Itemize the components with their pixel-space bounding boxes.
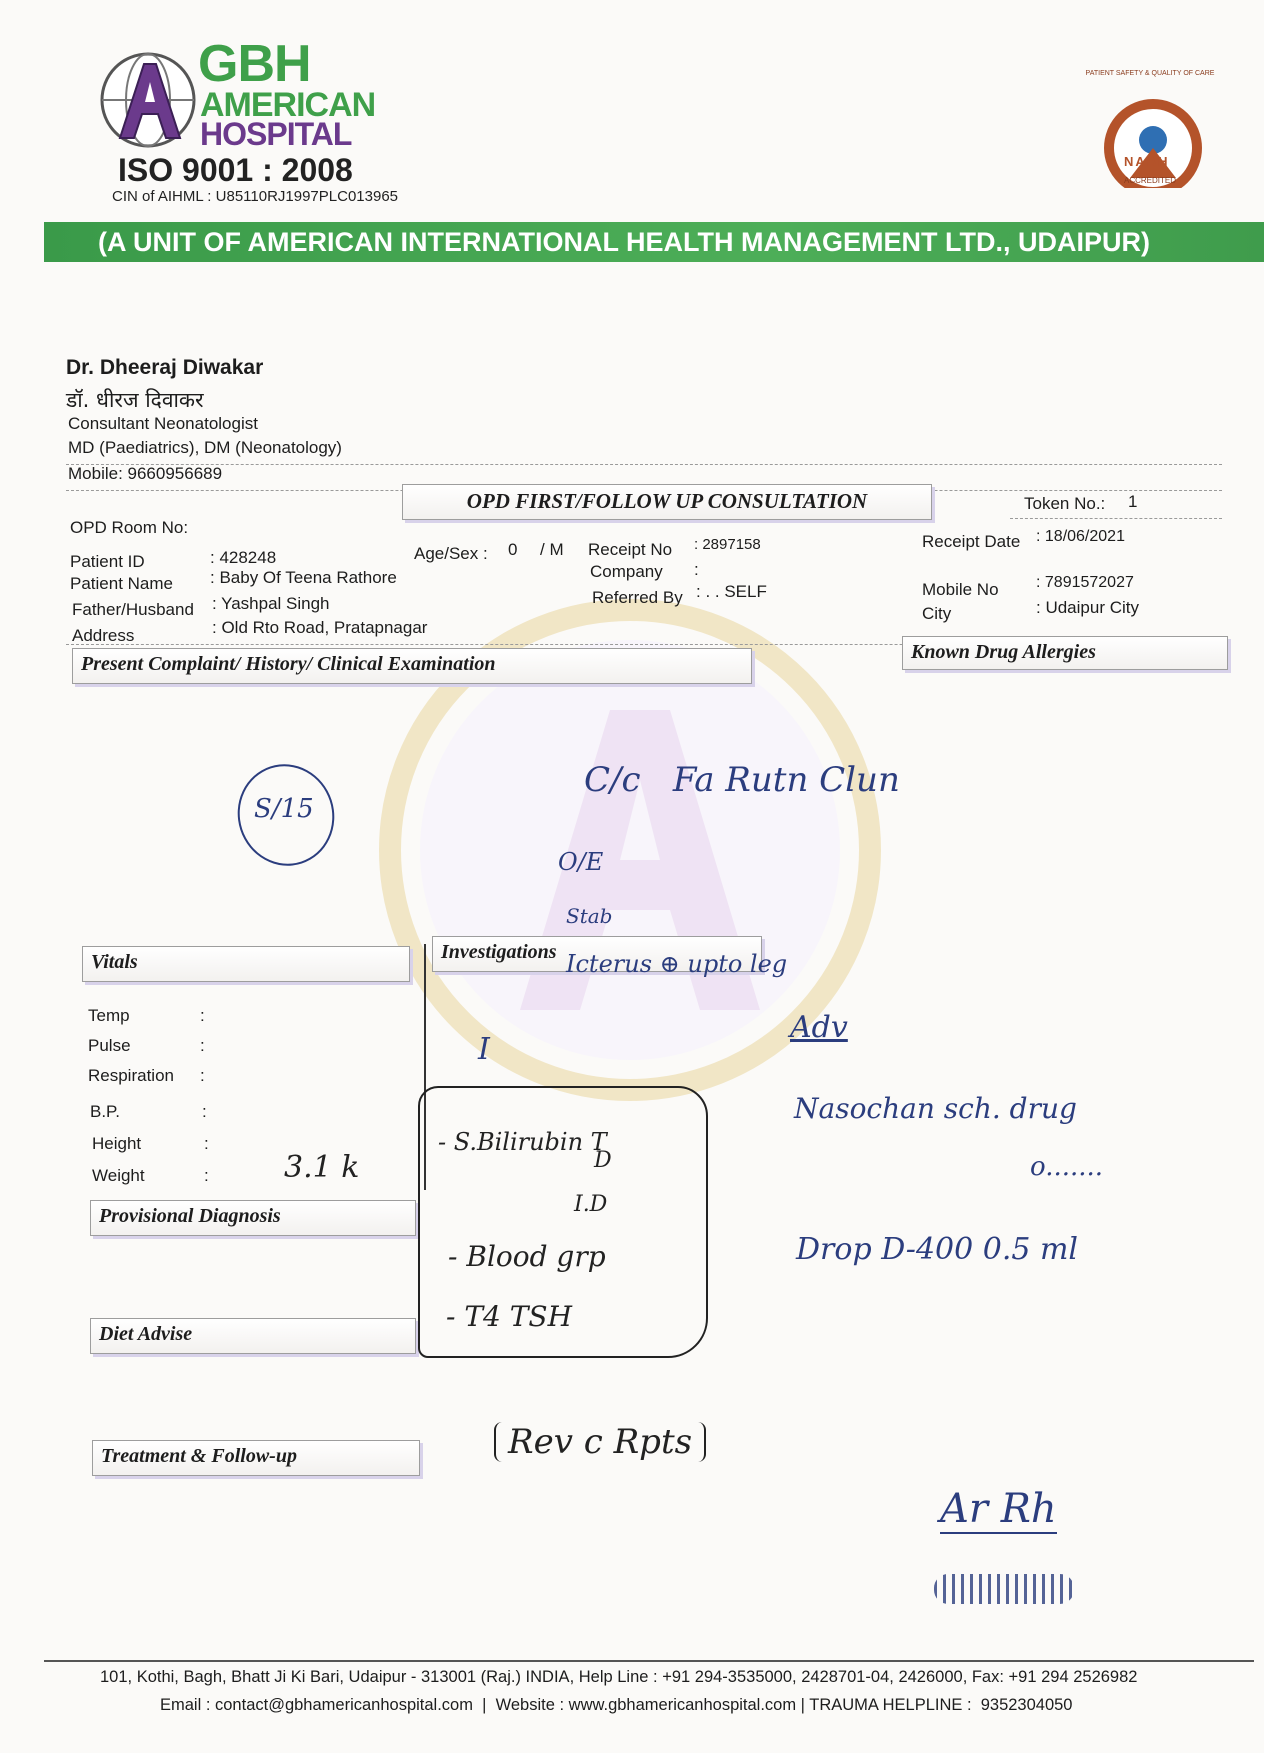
allergies-section-header: Known Drug Allergies [902,636,1228,670]
father-value: : Yashpal Singh [212,594,330,613]
investigations-section-header: Investigations [432,936,762,972]
city-label: City [922,604,952,623]
handwritten-item1: Nasochan sch. drug [794,1092,1077,1125]
vital-height-label: Height [92,1134,142,1153]
company-label: Company [590,562,663,581]
nabh-ring-text: PATIENT SAFETY & QUALITY OF CARE [1085,70,1215,77]
vital-height-colon: : [204,1134,209,1153]
handwritten-inv-a: - S.Bilirubin T [438,1128,607,1156]
receipt-no-label: Receipt No [588,540,673,559]
footer-divider [44,1660,1254,1662]
vitals-section-header: Vitals [82,946,410,982]
age-value: 0 [508,540,518,559]
diagnosis-section-header: Provisional Diagnosis [90,1200,416,1236]
unit-banner: (A UNIT OF AMERICAN INTERNATIONAL HEALTH MANAGEMENT LTD., UDAIPUR) [44,222,1264,262]
handwritten-stable: Stab [566,904,613,928]
handwritten-complaint: C/c Fa Rutn Clun [584,760,900,800]
iso-label: ISO 9001 : 2008 [118,152,353,188]
mobile-label: Mobile No [922,580,999,599]
token-label: Token No.: [1024,494,1106,513]
referred-value: : . . SELF [696,582,767,601]
form-heading: OPD FIRST/FOLLOW UP CONSULTATION [402,484,932,520]
age-sex-label: Age/Sex : [414,544,488,563]
receipt-date-label: Receipt Date [922,532,1021,551]
handwritten-inv-c: I.D [574,1192,608,1217]
handwritten-inv-e: - T4 TSH [446,1300,573,1333]
divider [1010,518,1222,519]
vital-temp-label: Temp [88,1006,130,1025]
footer-address: 101, Kothi, Bagh, Bhatt Ji Ki Bari, Udaipur - 313001 (Raj.) INDIA, Help Line : +91 294-3535000, 2428701-04, 2426000, Fax: +91 294 2526982 [100,1668,1138,1686]
receipt-no-value: : 2897158 [694,536,761,553]
handwritten-inv-note: Icterus ⊕ upto leg [566,950,788,978]
receipt-date-value: : 18/06/2021 [1036,528,1125,545]
handwritten-signature: Ar Rh [940,1486,1057,1532]
vital-respiration-colon: : [200,1066,205,1085]
logo-american: AMERICAN [200,86,376,124]
handwritten-review: Rev c Rpts [494,1422,706,1462]
handwritten-inv-d: - Blood grp [448,1240,606,1273]
patient-id-value: : 428248 [210,548,277,567]
divider [66,464,1222,465]
vital-bp-colon: : [202,1102,207,1121]
complaint-section-header: Present Complaint/ History/ Clinical Examination [72,648,752,684]
doctor-mobile: Mobile: 9660956689 [68,464,223,483]
handwritten-oe: O/E [558,848,604,876]
vital-pulse-colon: : [200,1036,205,1055]
token-value: 1 [1128,492,1138,511]
handwritten-dots: o....... [1030,1152,1104,1182]
doctor-title: Consultant Neonatologist [68,414,258,433]
handwritten-inv-i: I [478,1032,490,1067]
mobile-value: : 7891572027 [1036,574,1134,591]
handwritten-weight: 3.1 k [284,1150,360,1185]
vital-bp-label: B.P. [90,1102,120,1121]
father-label: Father/Husband [72,600,194,619]
nabh-seal [1088,88,1218,188]
globe-a-icon [98,50,198,150]
cin-label: CIN of AIHML : U85110RJ1997PLC013965 [112,188,399,205]
patient-name-label: Patient Name [70,574,173,593]
treatment-section-header: Treatment & Follow-up [92,1440,420,1476]
handwritten-advice: Adv [790,1010,848,1045]
referred-label: Referred By [592,588,683,607]
doctor-name: Dr. Dheeraj Diwakar [66,356,264,379]
address-label: Address [72,626,135,645]
vital-weight-label: Weight [92,1166,145,1185]
handwritten-inv-b: D [594,1148,612,1173]
handwritten-item2: Drop D-400 0.5 ml [796,1232,1079,1267]
city-value: : Udaipur City [1036,598,1139,617]
doctor-degrees: MD (Paediatrics), DM (Neonatology) [68,438,342,457]
sex-value: / M [540,540,564,559]
nabh-badge-icon [1088,88,1218,188]
company-value: : [694,560,699,579]
patient-name-value: : Baby Of Teena Rathore [210,568,397,587]
vital-weight-colon: : [204,1166,209,1185]
handwritten-circle-note: S/15 [254,794,314,824]
vital-respiration-label: Respiration [88,1066,174,1085]
vital-temp-colon: : [200,1006,205,1025]
diet-section-header: Diet Advise [90,1318,416,1354]
patient-id-label: Patient ID [70,552,145,571]
vital-pulse-label: Pulse [88,1036,131,1055]
address-value: : Old Rto Road, Pratapnagar [212,618,428,637]
footer-contacts: Email : contact@gbhamericanhospital.com | Website : www.gbhamericanhospital.com | TRAUMA HELPLINE : 9352304050 [160,1696,1073,1714]
logo-hospital: HOSPITAL [200,116,352,152]
hospital-logo [98,50,198,150]
signature-scribble [934,1574,1074,1604]
doctor-name-hindi: डॉ. धीरज दिवाकर [66,388,204,412]
opd-room-label: OPD Room No: [70,518,189,537]
nabh-text: NABH [1124,154,1170,169]
logo-gbh: GBH [198,35,311,93]
nabh-accredited: ACCREDITED [1124,176,1177,185]
